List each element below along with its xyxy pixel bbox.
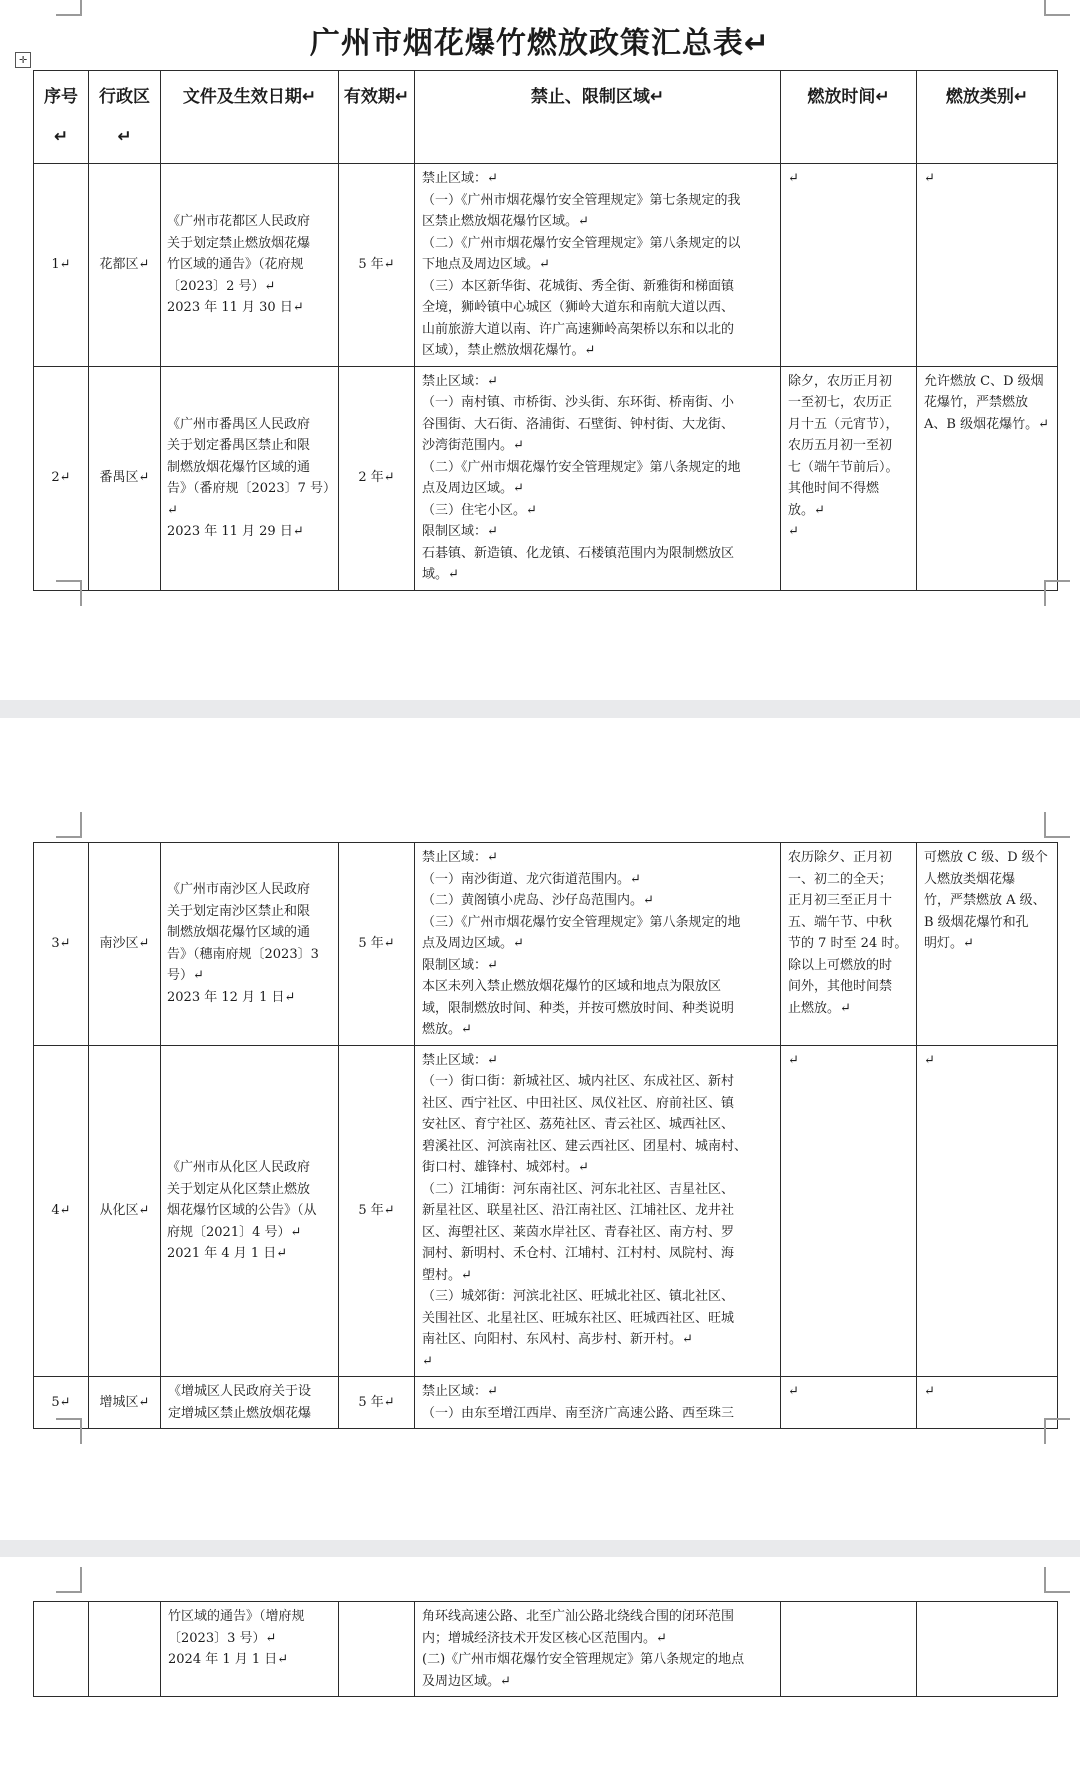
row-district: 从化区↵ — [89, 1045, 161, 1377]
row-no-continued — [34, 1602, 89, 1697]
cell-line: 下地点及周边区域。↵ — [422, 257, 550, 272]
row-category — [917, 843, 1058, 1046]
cell-line: 南社区、向阳村、东风村、高步村、新开村。↵ — [422, 1332, 693, 1347]
cell-line: 禁止区域：↵ — [422, 171, 498, 186]
cell-line: 洞村、新明村、禾仓村、江埔村、江村村、凤院村、海 — [422, 1246, 735, 1261]
cell-line: 制燃放烟花爆竹区域的通 — [167, 459, 311, 475]
row-areas — [415, 164, 781, 367]
cell-line: 〔2023〕3 号）↵ — [168, 1630, 277, 1646]
cell-line: 关围社区、北星社区、旺城东社区、旺城西社区、旺城 — [422, 1310, 735, 1326]
row-category — [917, 1045, 1058, 1377]
cell-line: 一、初二的全天； — [788, 871, 893, 887]
row-time — [781, 1045, 917, 1377]
cell-line: 除夕，农历正月初 — [788, 373, 893, 389]
cell-line: 街口村、雄锋村、城郊村。↵ — [422, 1160, 589, 1175]
row-time — [781, 843, 917, 1046]
crop-mark-bottom-left — [56, 580, 82, 606]
row-validity: 5 年↵ — [339, 1377, 415, 1429]
row-document — [161, 1602, 339, 1697]
cell-line: 内；增城经济技术开发区核心区范围内。↵ — [422, 1630, 667, 1646]
row-validity: 5 年↵ — [339, 843, 415, 1046]
table-row — [34, 1602, 1058, 1697]
cell-line: （一）南村镇、市桥街、沙头街、东环街、桥南街、小 — [422, 395, 735, 410]
cell-line: B 级烟花爆竹和孔 — [924, 914, 1029, 930]
cell-line: 区、海塱社区、莱茵水岸社区、青春社区、南方村、罗 — [422, 1224, 735, 1240]
cell-line: 禁止区域：↵ — [422, 1052, 498, 1068]
cell-line: 2023 年 12 月 1 日↵ — [167, 989, 296, 1005]
policy-table-continued-2 — [33, 1601, 1058, 1697]
cell-line: 可燃放 C 级、D 级个 — [924, 850, 1048, 865]
cell-line: 农历五月初一至初 — [788, 438, 893, 453]
cell-line: 止燃放。↵ — [788, 1000, 851, 1016]
cell-line: 告》（番府规〔2023〕7 号）↵ — [167, 481, 330, 518]
crop-mark-bottom-right — [1044, 1418, 1070, 1444]
cell-line: 农历除夕、正月初 — [788, 850, 893, 865]
cell-line: （一）南沙街道、龙穴街道范围内。↵ — [422, 871, 641, 887]
row-no: 3↵ — [34, 843, 89, 1046]
header-category: 燃放类别↵ — [917, 71, 1058, 164]
row-district: 增城区↵ — [89, 1377, 161, 1429]
cell-line: 2024 年 1 月 1 日↵ — [168, 1652, 289, 1667]
document-page-2 — [0, 718, 1080, 1540]
row-no: 5↵ — [34, 1377, 89, 1429]
row-document — [161, 366, 339, 590]
cell-line: 禁止区域：↵ — [422, 850, 498, 865]
row-district: 南沙区↵ — [89, 843, 161, 1046]
cell-line: 明灯。↵ — [924, 936, 974, 951]
cell-line: 区域），禁止燃放烟花爆竹。↵ — [422, 343, 596, 358]
crop-mark-bottom-left — [56, 1418, 82, 1444]
cell-line: （二）江埔街：河东南社区、河东北社区、吉星社区、 — [422, 1181, 735, 1197]
crop-mark-top-left — [56, 0, 82, 16]
cell-line: 禁止区域：↵ — [422, 1384, 498, 1399]
cell-line: 竹区域的通告》（花府规 — [167, 257, 304, 272]
cell-line: 及周边区域。↵ — [422, 1673, 511, 1689]
cell-line: 关于划定禁止燃放烟花爆 — [167, 235, 311, 251]
row-district: 番禺区↵ — [89, 366, 161, 590]
policy-table-continued — [33, 842, 1058, 1429]
table-row — [34, 366, 1058, 590]
crop-mark-bottom-right — [1044, 580, 1070, 606]
row-no: 2↵ — [34, 366, 89, 590]
cell-line: 花爆竹，严禁燃放 — [924, 395, 1029, 410]
cell-line: A、B 级烟花爆竹。↵ — [924, 416, 1049, 432]
cell-line: 告》（穗南府规〔2023〕3 — [167, 946, 319, 962]
row-no: 1↵ — [34, 164, 89, 367]
row-areas — [415, 1377, 781, 1429]
cell-line: 五、端午节、中秋 — [788, 914, 893, 930]
cell-line: 《广州市南沙区人民政府 — [167, 882, 311, 898]
row-document — [161, 843, 339, 1046]
cell-line: 谷围街、大石街、洛浦街、石壁街、钟村街、大龙街、 — [422, 416, 735, 432]
row-document — [161, 164, 339, 367]
cell-line: 山前旅游大道以南、许广高速狮岭高架桥以东和以北的 — [422, 321, 735, 337]
cell-line: ↵ — [924, 1052, 935, 1068]
row-district: 花都区↵ — [89, 164, 161, 367]
row-district-continued — [89, 1602, 161, 1697]
row-time — [781, 164, 917, 367]
cell-line: （一）由东至增江西岸、南至济广高速公路、西至珠三 — [422, 1405, 735, 1421]
cell-line: （三）《广州市烟花爆竹安全管理规定》第八条规定的地 — [422, 914, 741, 930]
row-document — [161, 1377, 339, 1429]
cell-line: 月十五（元宵节）， — [788, 416, 899, 432]
cell-line: 禁止区域：↵ — [422, 373, 498, 389]
cell-line: 点及周边区域。↵ — [422, 936, 524, 951]
page-title: 广州市烟花爆竹燃放政策汇总表↵ — [309, 26, 771, 61]
cell-line: 塱村。↵ — [422, 1267, 472, 1283]
row-time-continued — [781, 1602, 917, 1697]
header-time: 燃放时间↵ — [781, 71, 917, 164]
row-category — [917, 1377, 1058, 1429]
policy-table — [33, 70, 1058, 591]
table-move-handle-icon[interactable]: ✛ — [15, 52, 31, 68]
cell-line: 间外，其他时间禁 — [788, 979, 893, 994]
cell-line: 烟花爆竹区域的公告》（从 — [167, 1203, 317, 1218]
cell-line: 限制区域：↵ — [422, 957, 498, 973]
row-validity: 2 年↵ — [339, 366, 415, 590]
cell-line: （二）《广州市烟花爆竹安全管理规定》第八条规定的地 — [422, 459, 741, 475]
cell-line: 除以上可燃放的时 — [788, 957, 893, 973]
row-validity: 5 年↵ — [339, 1045, 415, 1377]
cell-line: 关于划定从化区禁止燃放 — [167, 1181, 311, 1197]
crop-mark-top-right — [1044, 0, 1070, 16]
cell-line: （三）本区新华街、花城街、秀全街、新雅街和梯面镇 — [422, 278, 735, 294]
row-category-continued — [917, 1602, 1058, 1697]
table-row — [34, 1045, 1058, 1377]
cell-line: 七（端午节前后）。 — [788, 459, 899, 475]
cell-line: （二）《广州市烟花爆竹安全管理规定》第八条规定的以 — [422, 235, 741, 251]
cell-line: 号）↵ — [167, 968, 204, 984]
row-validity: 5 年↵ — [339, 164, 415, 367]
document-page-1 — [0, 0, 1080, 700]
cell-line: 沙湾街范围内。↵ — [422, 438, 524, 453]
cell-line: （二）黄阁镇小虎岛、沙仔岛范围内。↵ — [422, 893, 654, 908]
cell-line: ↵ — [924, 171, 935, 186]
cell-line: 2021 年 4 月 1 日↵ — [167, 1246, 288, 1261]
cell-line: 域，限制燃放时间、种类，并按可燃放时间、种类说明 — [422, 1000, 735, 1016]
cell-line: 《增城区人民政府关于设 — [168, 1384, 312, 1399]
crop-mark-top-right — [1044, 1567, 1070, 1593]
header-document: 文件及生效日期↵ — [161, 71, 339, 164]
cell-line: 人燃放类烟花爆 — [924, 871, 1016, 887]
table-header-row — [34, 71, 1058, 164]
cell-line: 《广州市番禺区人民政府 — [167, 416, 311, 432]
cell-line: 限制区域：↵ — [422, 524, 498, 539]
cell-line: 碧溪社区、河滨南社区、建云西社区、团星村、城南村、 — [422, 1138, 748, 1154]
cell-line: 定增城区禁止燃放烟花爆 — [168, 1405, 312, 1421]
cell-line: 府规〔2021〕4 号）↵ — [167, 1224, 302, 1240]
cell-line: （一）《广州市烟花爆竹安全管理规定》第七条规定的我 — [422, 192, 741, 208]
cell-line: 安社区、育宁社区、荔苑社区、青云社区、城西社区、 — [422, 1117, 735, 1132]
cell-line: 新星社区、联星社区、沿江南社区、江埔社区、龙井社 — [422, 1203, 735, 1218]
cell-line: ↵ — [788, 171, 799, 186]
cell-line: 点及周边区域。↵ — [422, 481, 524, 496]
cell-line: ↵ — [788, 524, 799, 539]
row-category — [917, 366, 1058, 590]
row-time — [781, 1377, 917, 1429]
cell-line: 关于划定番禺区禁止和限 — [167, 438, 311, 453]
cell-line: 角环线高速公路、北至广汕公路北绕线合围的闭环范围 — [422, 1609, 735, 1624]
row-no: 4↵ — [34, 1045, 89, 1377]
cell-line: （一）街口街：新城社区、城内社区、东成社区、新村 — [422, 1074, 735, 1089]
cell-line: 正月初三至正月十 — [788, 893, 893, 908]
crop-mark-top-left — [56, 1567, 82, 1593]
cell-line: (二)《广州市烟花爆竹安全管理规定》第八条规定的地点 — [422, 1652, 745, 1667]
cell-line: 社区、西宁社区、中田社区、凤仪社区、府前社区、镇 — [422, 1095, 735, 1111]
cell-line: 全境，狮岭镇中心城区（狮岭大道东和南航大道以西、 — [422, 300, 735, 315]
cell-line: 本区未列入禁止燃放烟花爆竹的区域和地点为限放区 — [422, 979, 722, 994]
cell-line: 2023 年 11 月 30 日↵ — [167, 300, 304, 315]
cell-line: 一至初七，农历正 — [788, 395, 893, 410]
cell-line: ↵ — [788, 1052, 799, 1068]
cell-line: （三）住宅小区。↵ — [422, 502, 537, 518]
row-areas — [415, 843, 781, 1046]
header-district: 行政区↵ — [89, 71, 161, 164]
table-row — [34, 1377, 1058, 1429]
cell-line: ↵ — [422, 1353, 433, 1369]
cell-line: 允许燃放 C、D 级烟 — [924, 373, 1044, 389]
row-areas — [415, 1045, 781, 1377]
header-validity: 有效期↵ — [339, 71, 415, 164]
row-areas — [415, 366, 781, 590]
crop-mark-top-left — [56, 812, 82, 838]
row-validity-continued — [339, 1602, 415, 1697]
cell-line: 石碁镇、新造镇、化龙镇、石楼镇范围内为限制燃放区 — [422, 545, 735, 561]
cell-line: ↵ — [924, 1384, 935, 1399]
row-category — [917, 164, 1058, 367]
cell-line: 域。↵ — [422, 567, 459, 582]
cell-line: ↵ — [788, 1384, 799, 1399]
table-row — [34, 164, 1058, 367]
crop-mark-top-right — [1044, 812, 1070, 838]
row-areas — [415, 1602, 781, 1697]
cell-line: 竹区域的通告》（增府规 — [168, 1609, 305, 1624]
cell-line: 《广州市花都区人民政府 — [167, 214, 311, 229]
header-no: 序号↵ — [34, 71, 89, 164]
document-page-3 — [0, 1557, 1080, 1775]
cell-line: （三）城郊街：河滨北社区、旺城北社区、镇北社区、 — [422, 1289, 735, 1304]
cell-line: 〔2023〕2 号）↵ — [167, 278, 276, 294]
cell-line: 竹，严禁燃放 A 级、 — [924, 893, 1046, 908]
header-areas: 禁止、限制区域↵ — [415, 71, 781, 164]
cell-line: 制燃放烟花爆竹区域的通 — [167, 925, 311, 941]
table-row — [34, 843, 1058, 1046]
cell-line: 燃放。↵ — [422, 1022, 472, 1037]
cell-line: 区禁止燃放烟花爆竹区域。↵ — [422, 214, 589, 229]
cell-line: 关于划定南沙区禁止和限 — [167, 903, 311, 919]
row-time — [781, 366, 917, 590]
cell-line: 《广州市从化区人民政府 — [167, 1160, 311, 1175]
cell-line: 放。↵ — [788, 502, 825, 518]
cell-line: 节的 7 时至 24 时。 — [788, 936, 908, 951]
row-document — [161, 1045, 339, 1377]
cell-line: 2023 年 11 月 29 日↵ — [167, 524, 304, 539]
cell-line: 其他时间不得燃 — [788, 481, 880, 496]
